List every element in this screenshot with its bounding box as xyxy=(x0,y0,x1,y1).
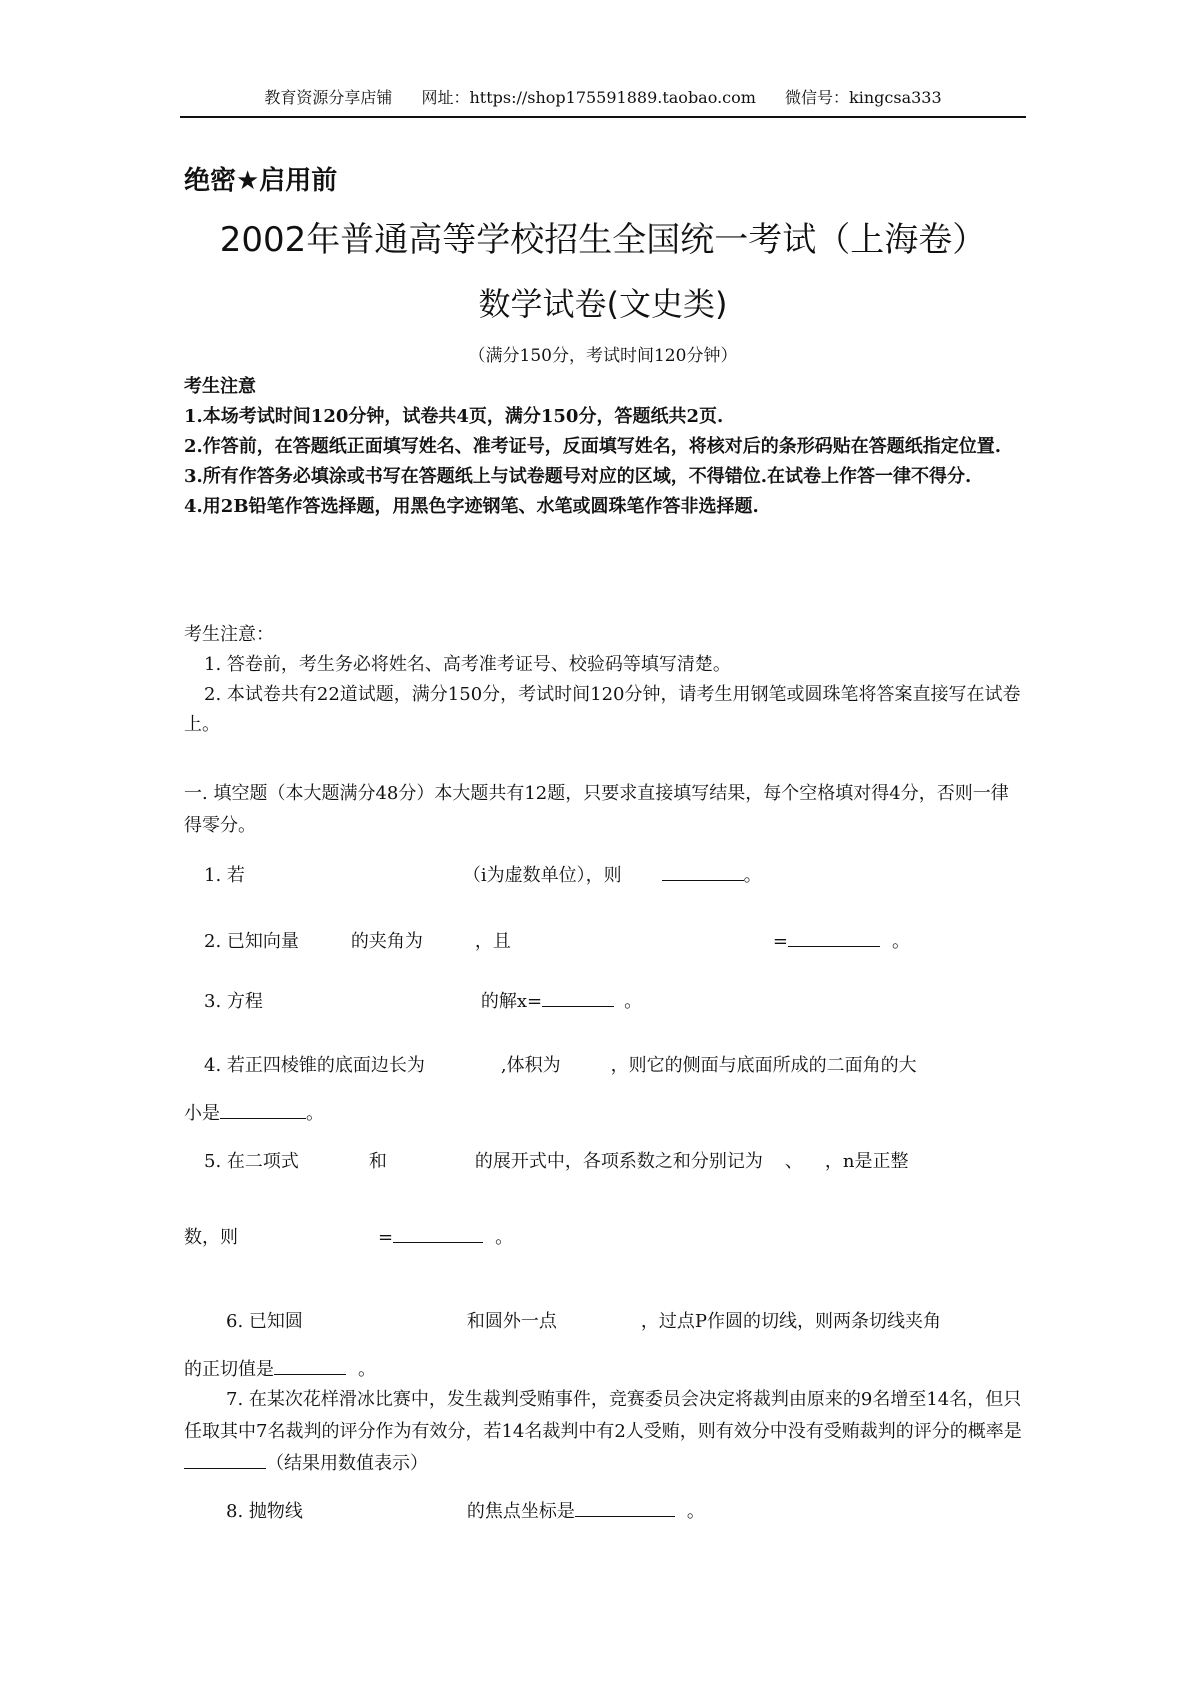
question-6-line-2: 的正切值是 。 xyxy=(184,1354,1026,1386)
notice-a xyxy=(184,372,1026,522)
section-1-instructions: 一. 填空题（本大题满分48分）本大题共有12题，只要求直接填写结果，每个空格填对得4分，否则一律得零分。 xyxy=(184,783,1009,836)
notice-a-heading: 考生注意 xyxy=(184,376,256,397)
notice-a-item: 2.作答前，在答题纸正面填写姓名、准考证号，反面填写姓名，将核对后的条形码贴在答题纸指定位置. xyxy=(184,436,1002,457)
question-4: 4. 若正四棱锥的底面边长为 ,体积为 ，则它的侧面与底面所成的二面角的大 xyxy=(204,1055,917,1076)
answer-blank[interactable] xyxy=(184,1448,266,1469)
answer-blank[interactable] xyxy=(662,860,744,881)
question-1: 1. 若 （i为虚数单位），则 。 xyxy=(184,860,1026,892)
confidential-label: 绝密★启用前 xyxy=(184,166,338,196)
question-3: 3. 方程 的解x= 。 xyxy=(184,986,1026,1018)
answer-blank[interactable] xyxy=(274,1354,346,1375)
question-5-line-2: 数，则 = 。 xyxy=(184,1222,1026,1254)
page-subtitle: 数学试卷(文史类) xyxy=(478,285,728,323)
answer-blank[interactable] xyxy=(575,1496,675,1517)
notice-b-heading: 考生注意： xyxy=(184,624,274,645)
page-header xyxy=(180,86,1026,118)
answer-blank[interactable] xyxy=(542,986,614,1007)
question-6: 6. 已知圆 和圆外一点 ，过点P作圆的切线，则两条切线夹角 xyxy=(226,1311,942,1332)
score-note: （满分150分，考试时间120分钟） xyxy=(468,346,738,366)
question-2: 2. 已知向量 的夹角为 ，且 = 。 xyxy=(184,926,1026,958)
notice-a-item: 1.本场考试时间120分钟，试卷共4页，满分150分，答题纸共2页. xyxy=(184,406,724,427)
page-title: 2002年普通高等学校招生全国统一考试（上海卷） xyxy=(219,220,987,260)
answer-blank[interactable] xyxy=(220,1098,306,1119)
notice-a-item: 4.用2B铅笔作答选择题，用黑色字迹钢笔、水笔或圆珠笔作答非选择题. xyxy=(184,496,759,517)
header-shop: 教育资源分享店铺 xyxy=(264,88,393,107)
notice-b-item: 2. 本试卷共有22道试题，满分150分，考试时间120分钟，请考生用钢笔或圆珠笔将答案直接写在试卷上。 xyxy=(184,684,1021,735)
question-4-line-2: 小是 。 xyxy=(184,1098,1026,1130)
answer-blank[interactable] xyxy=(788,926,880,947)
notice-b xyxy=(184,620,1026,740)
header-website: 网址：https://shop175591889.taobao.com xyxy=(421,88,756,107)
question-8: 8. 抛物线 的焦点坐标是 。 xyxy=(184,1496,1026,1528)
question-7: 7. 在某次花样滑冰比赛中，发生裁判受贿事件，竞赛委员会决定将裁判由原来的9名增至14名，但只任取其中7名裁判的评分作为有效分，若14名裁判中有2人受贿，则有效分中没有受贿裁判的评分的概率是（结果用数值表示） xyxy=(184,1389,1022,1474)
notice-b-item: 1. 答卷前，考生务必将姓名、高考准考证号、校验码等填写清楚。 xyxy=(204,654,731,675)
question-5: 5. 在二项式 和 的展开式中，各项系数之和分别记为 、 ，n是正整 xyxy=(204,1151,909,1172)
answer-blank[interactable] xyxy=(393,1222,483,1243)
notice-a-item: 3.所有作答务必填涂或书写在答题纸上与试卷题号对应的区域，不得错位.在试卷上作答一律不得分. xyxy=(184,466,972,487)
header-wechat: 微信号：kingcsa333 xyxy=(785,88,942,107)
